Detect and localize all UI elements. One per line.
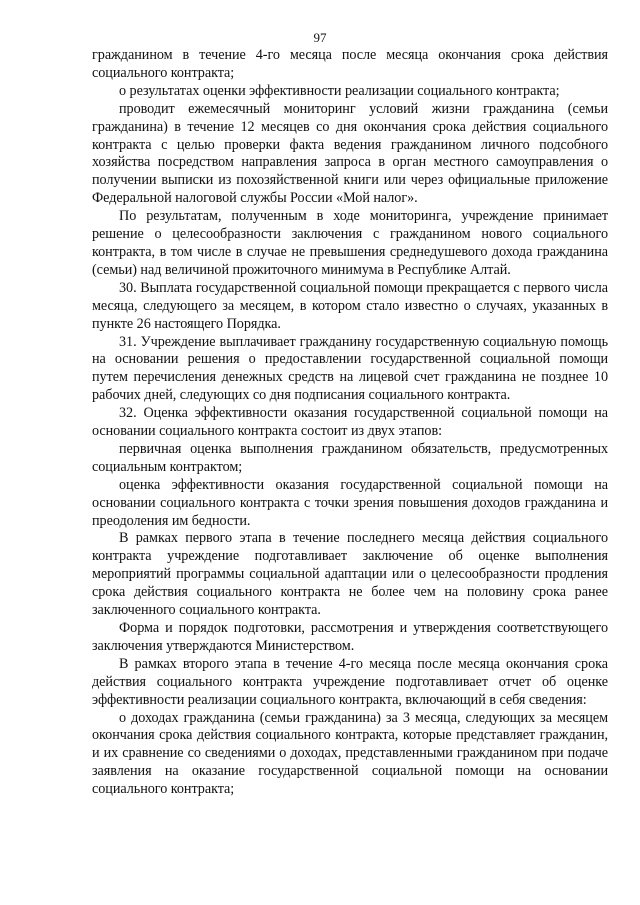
document-body — [92, 47, 608, 799]
paragraph: о доходах гражданина (семьи гражданина) за 3 месяца, следующих за месяцем окончания срока действия социального контракта, которые представляет гражданин, и их сравнение со сведениями о доходах, представленными гражданином при подаче заявления на оказание государственной социальной помощи на основании социального контракта; — [92, 709, 608, 798]
paragraph: По результатам, полученным в ходе мониторинга, учреждение принимает решение о целесообразности заключения с гражданином нового социального контракта, в том числе в случае не превышения среднедушевого дохода гражданина (семьи) над величиной прожиточного минимума в Республике Алтай. — [92, 208, 608, 278]
paragraph: 32. Оценка эффективности оказания государственной социальной помощи на основании социального контракта состоит из двух этапов: — [92, 405, 608, 440]
paragraph: первичная оценка выполнения гражданином обязательств, предусмотренных социальным контрактом; — [92, 440, 608, 475]
paragraph: оценка эффективности оказания государственной социальной помощи на основании социального контракта с точки зрения повышения доходов гражданина и преодоления им бедности. — [92, 476, 608, 529]
paragraph: Форма и порядок подготовки, рассмотрения и утверждения соответствующего заключения утверждаются Министерством. — [92, 620, 608, 654]
paragraph: В рамках второго этапа в течение 4-го месяца после месяца окончания срока действия социального контракта учреждение подготавливает отчет об оценке эффективности реализации социального контракта, включающий в себя сведения: — [92, 655, 608, 708]
paragraph: гражданином в течение 4-го месяца после месяца окончания срока действия социального контракта; — [92, 47, 608, 81]
paragraph: о результатах оценки эффективности реализации социального контракта; — [119, 82, 560, 99]
page-number: 97 — [313, 30, 327, 45]
paragraph: В рамках первого этапа в течение последнего месяца действия социального контракта учреждение подготавливает заключение об оценке выполнения мероприятий программы социальной адаптации или о целесообразности продления срока действия социального контракта не более чем на половину срока ранее заключенного социального контракта. — [92, 530, 608, 619]
paragraph: 30. Выплата государственной социальной помощи прекращается с первого числа месяца, следующего за месяцем, в котором стало известно о случаях, указанных в пункте 26 настоящего Порядка. — [92, 279, 608, 332]
paragraph: 31. Учреждение выплачивает гражданину государственную социальную помощь на основании решения о предоставлении государственной социальной помощи путем перечисления денежных средств на лицевой счет гражданина не позднее 10 рабочих дней, следующих со дня подписания социального контракта. — [92, 333, 608, 404]
paragraph: проводит ежемесячный мониторинг условий жизни гражданина (семьи гражданина) в течение 12 месяцев со дня окончания срока действия социального контракта с целью проверки факта ведения гражданином личного подсобного хозяйства посредством направления запроса в орган местного самоуправления о получении выписки из похозяйственной книги или через официальные приложение Федеральной налоговой службы России «Мой налог». — [92, 100, 608, 207]
